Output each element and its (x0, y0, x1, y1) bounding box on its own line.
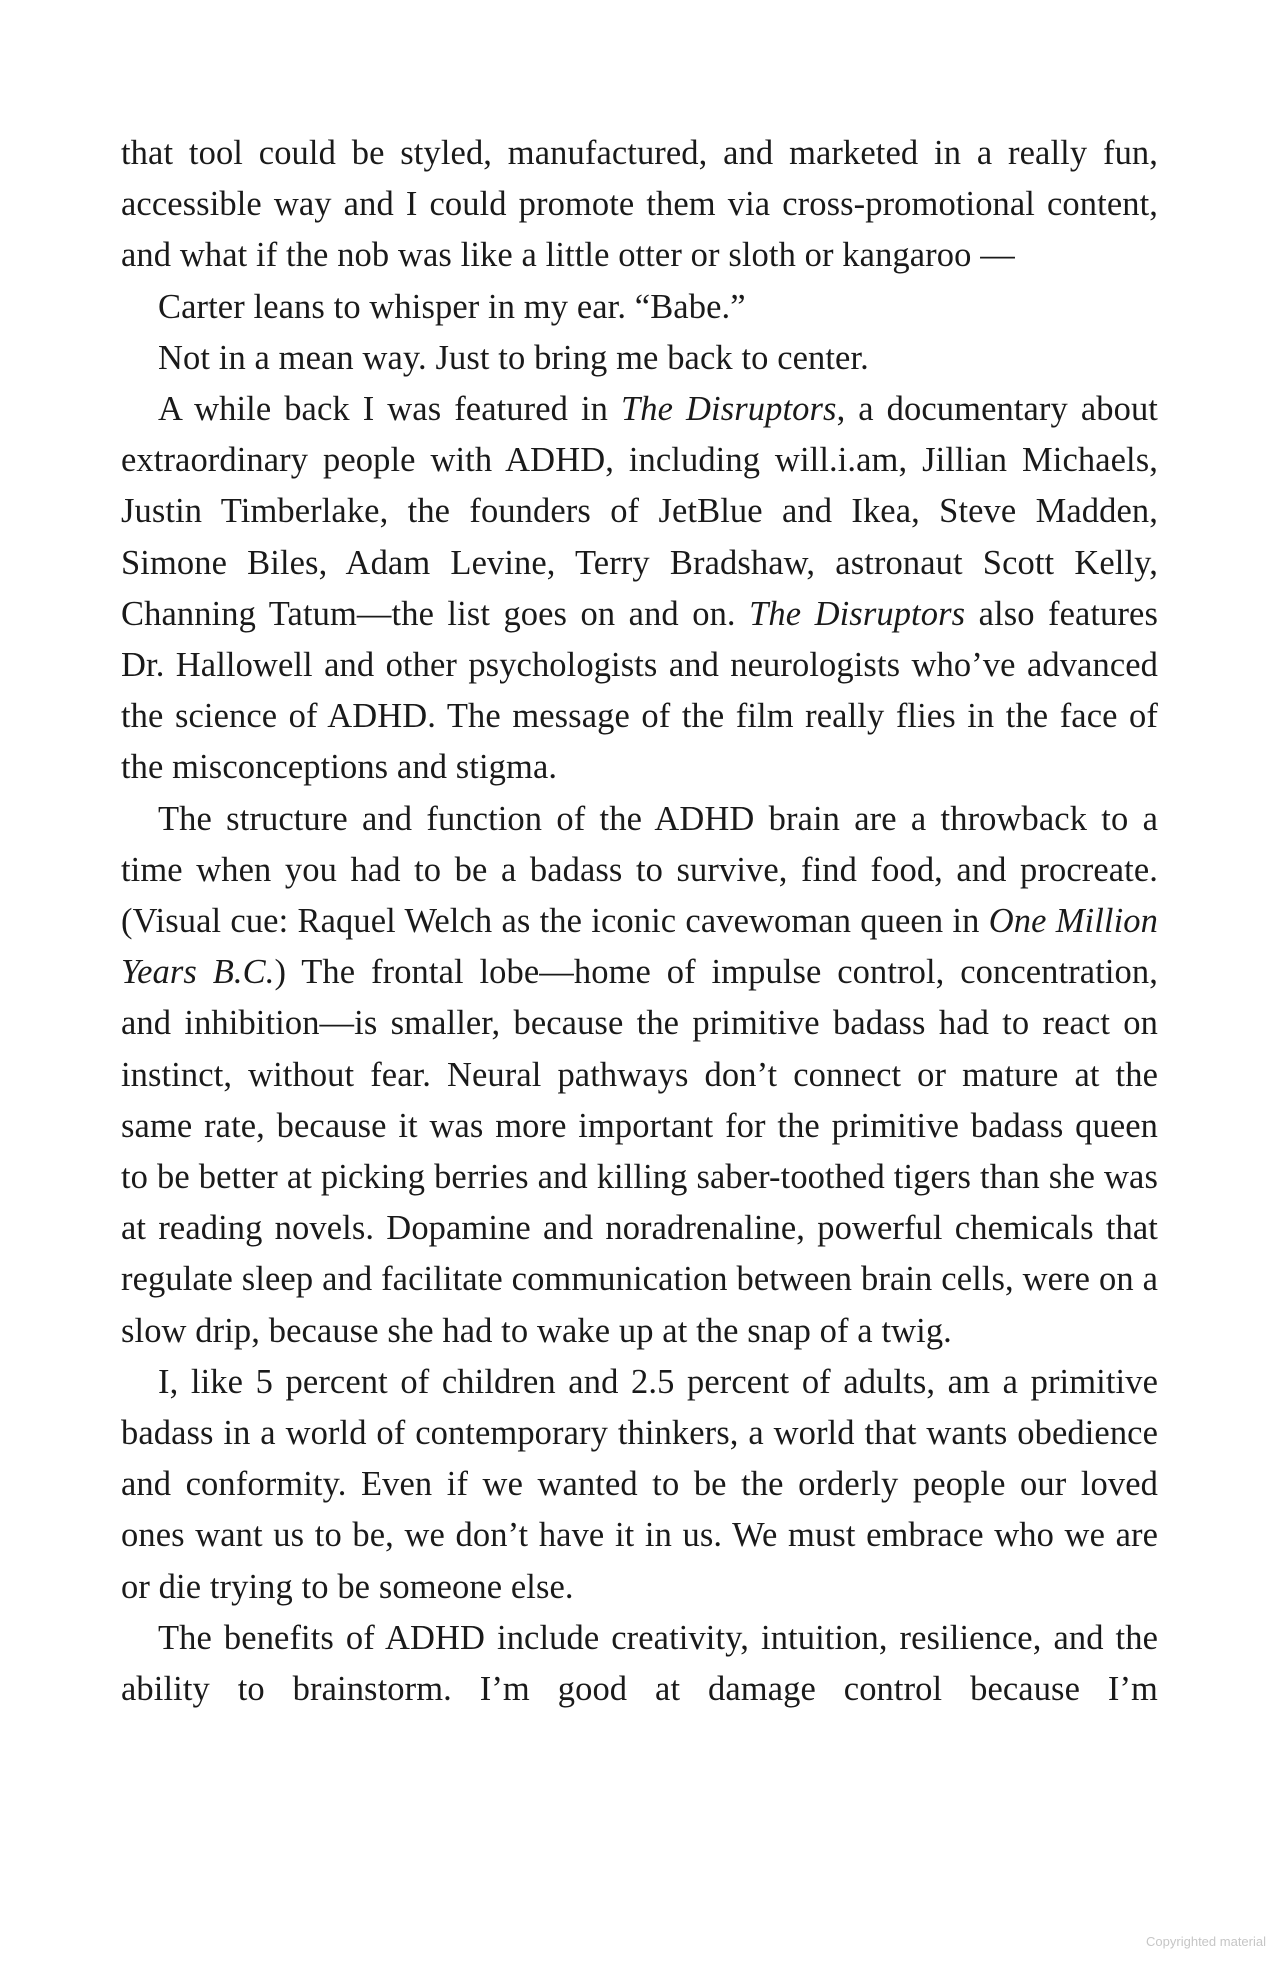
book-page-body (121, 128, 1158, 1715)
paragraph-text: The benefits of ADHD include creativity, intuition, resilience, and the ability to brainstorm. I’m good at damage control because I’m (121, 1618, 1158, 1709)
paragraph-6 (121, 1357, 1158, 1613)
italic-title-text: The Disruptors (749, 594, 966, 633)
paragraph-7 (121, 1613, 1158, 1715)
italic-title-text: One Million Years B.C. (121, 902, 1158, 992)
paragraph-4 (121, 384, 1158, 794)
paragraph-text: that tool could be styled, manufactured, and marketed in a really fun, accessible way and I could promote them via cross-promotional content, and what if the nob was like a little otter or sloth or kangaroo — (121, 134, 1158, 275)
italic-title-text: The Disruptors (621, 390, 837, 429)
paragraph-3 (121, 333, 1158, 384)
paragraph-text: also features Dr. Hallowell and other psychologists and neurologists who’ve advanced the science of ADHD. The message of the film really flies in the face of the misconceptions and stigma. (121, 594, 1158, 787)
paragraph-text: The structure and function of the ADHD brain are a throwback to a time when you had to be a badass to survive, find food, and procreate. (Visual cue: Raquel Welch as the iconic cavewoman queen in (121, 799, 1158, 941)
paragraph-1 (121, 128, 1158, 282)
paragraph-5 (121, 794, 1158, 1357)
paragraph-text: Carter leans to whisper in my ear. “Babe.” (158, 287, 746, 326)
paragraph-text: , a documentary about extraordinary people with ADHD, including will.i.am, Jillian Michaels, Justin Timberlake, the founders of JetBlue and Ikea, Steve Madden, Simone Biles, Adam Levine, Terry Bradshaw, astronaut Scott Kelly, Channing Tatum—the list goes on and on. (121, 390, 1158, 633)
copyright-watermark: Copyrighted material (1146, 1934, 1266, 1949)
paragraph-text: Not in a mean way. Just to bring me back to center. (158, 338, 869, 377)
paragraph-text: I, like 5 percent of children and 2.5 percent of adults, am a primitive badass in a world of contemporary thinkers, a world that wants obedience and conformity. Even if we wanted to be the orderly people our loved ones want us to be, we don’t have it in us. We must embrace who we are or die trying to be someone else. (121, 1362, 1158, 1606)
paragraph-text: ) The frontal lobe—home of impulse control, concentration, and inhibition—is smaller, because the primitive badass had to react on instinct, without fear. Neural pathways don’t connect or mature at the same rate, because it was more important for the primitive badass queen to be better at picking berries and killing saber-toothed tigers than she was at reading novels. Dopamine and noradrenaline, powerful chemicals that regulate sleep and facilitate communication between brain cells, were on a slow drip, because she had to wake up at the snap of a twig. (121, 953, 1158, 1350)
paragraph-2 (121, 282, 1158, 333)
paragraph-text: A while back I was featured in (158, 390, 621, 429)
